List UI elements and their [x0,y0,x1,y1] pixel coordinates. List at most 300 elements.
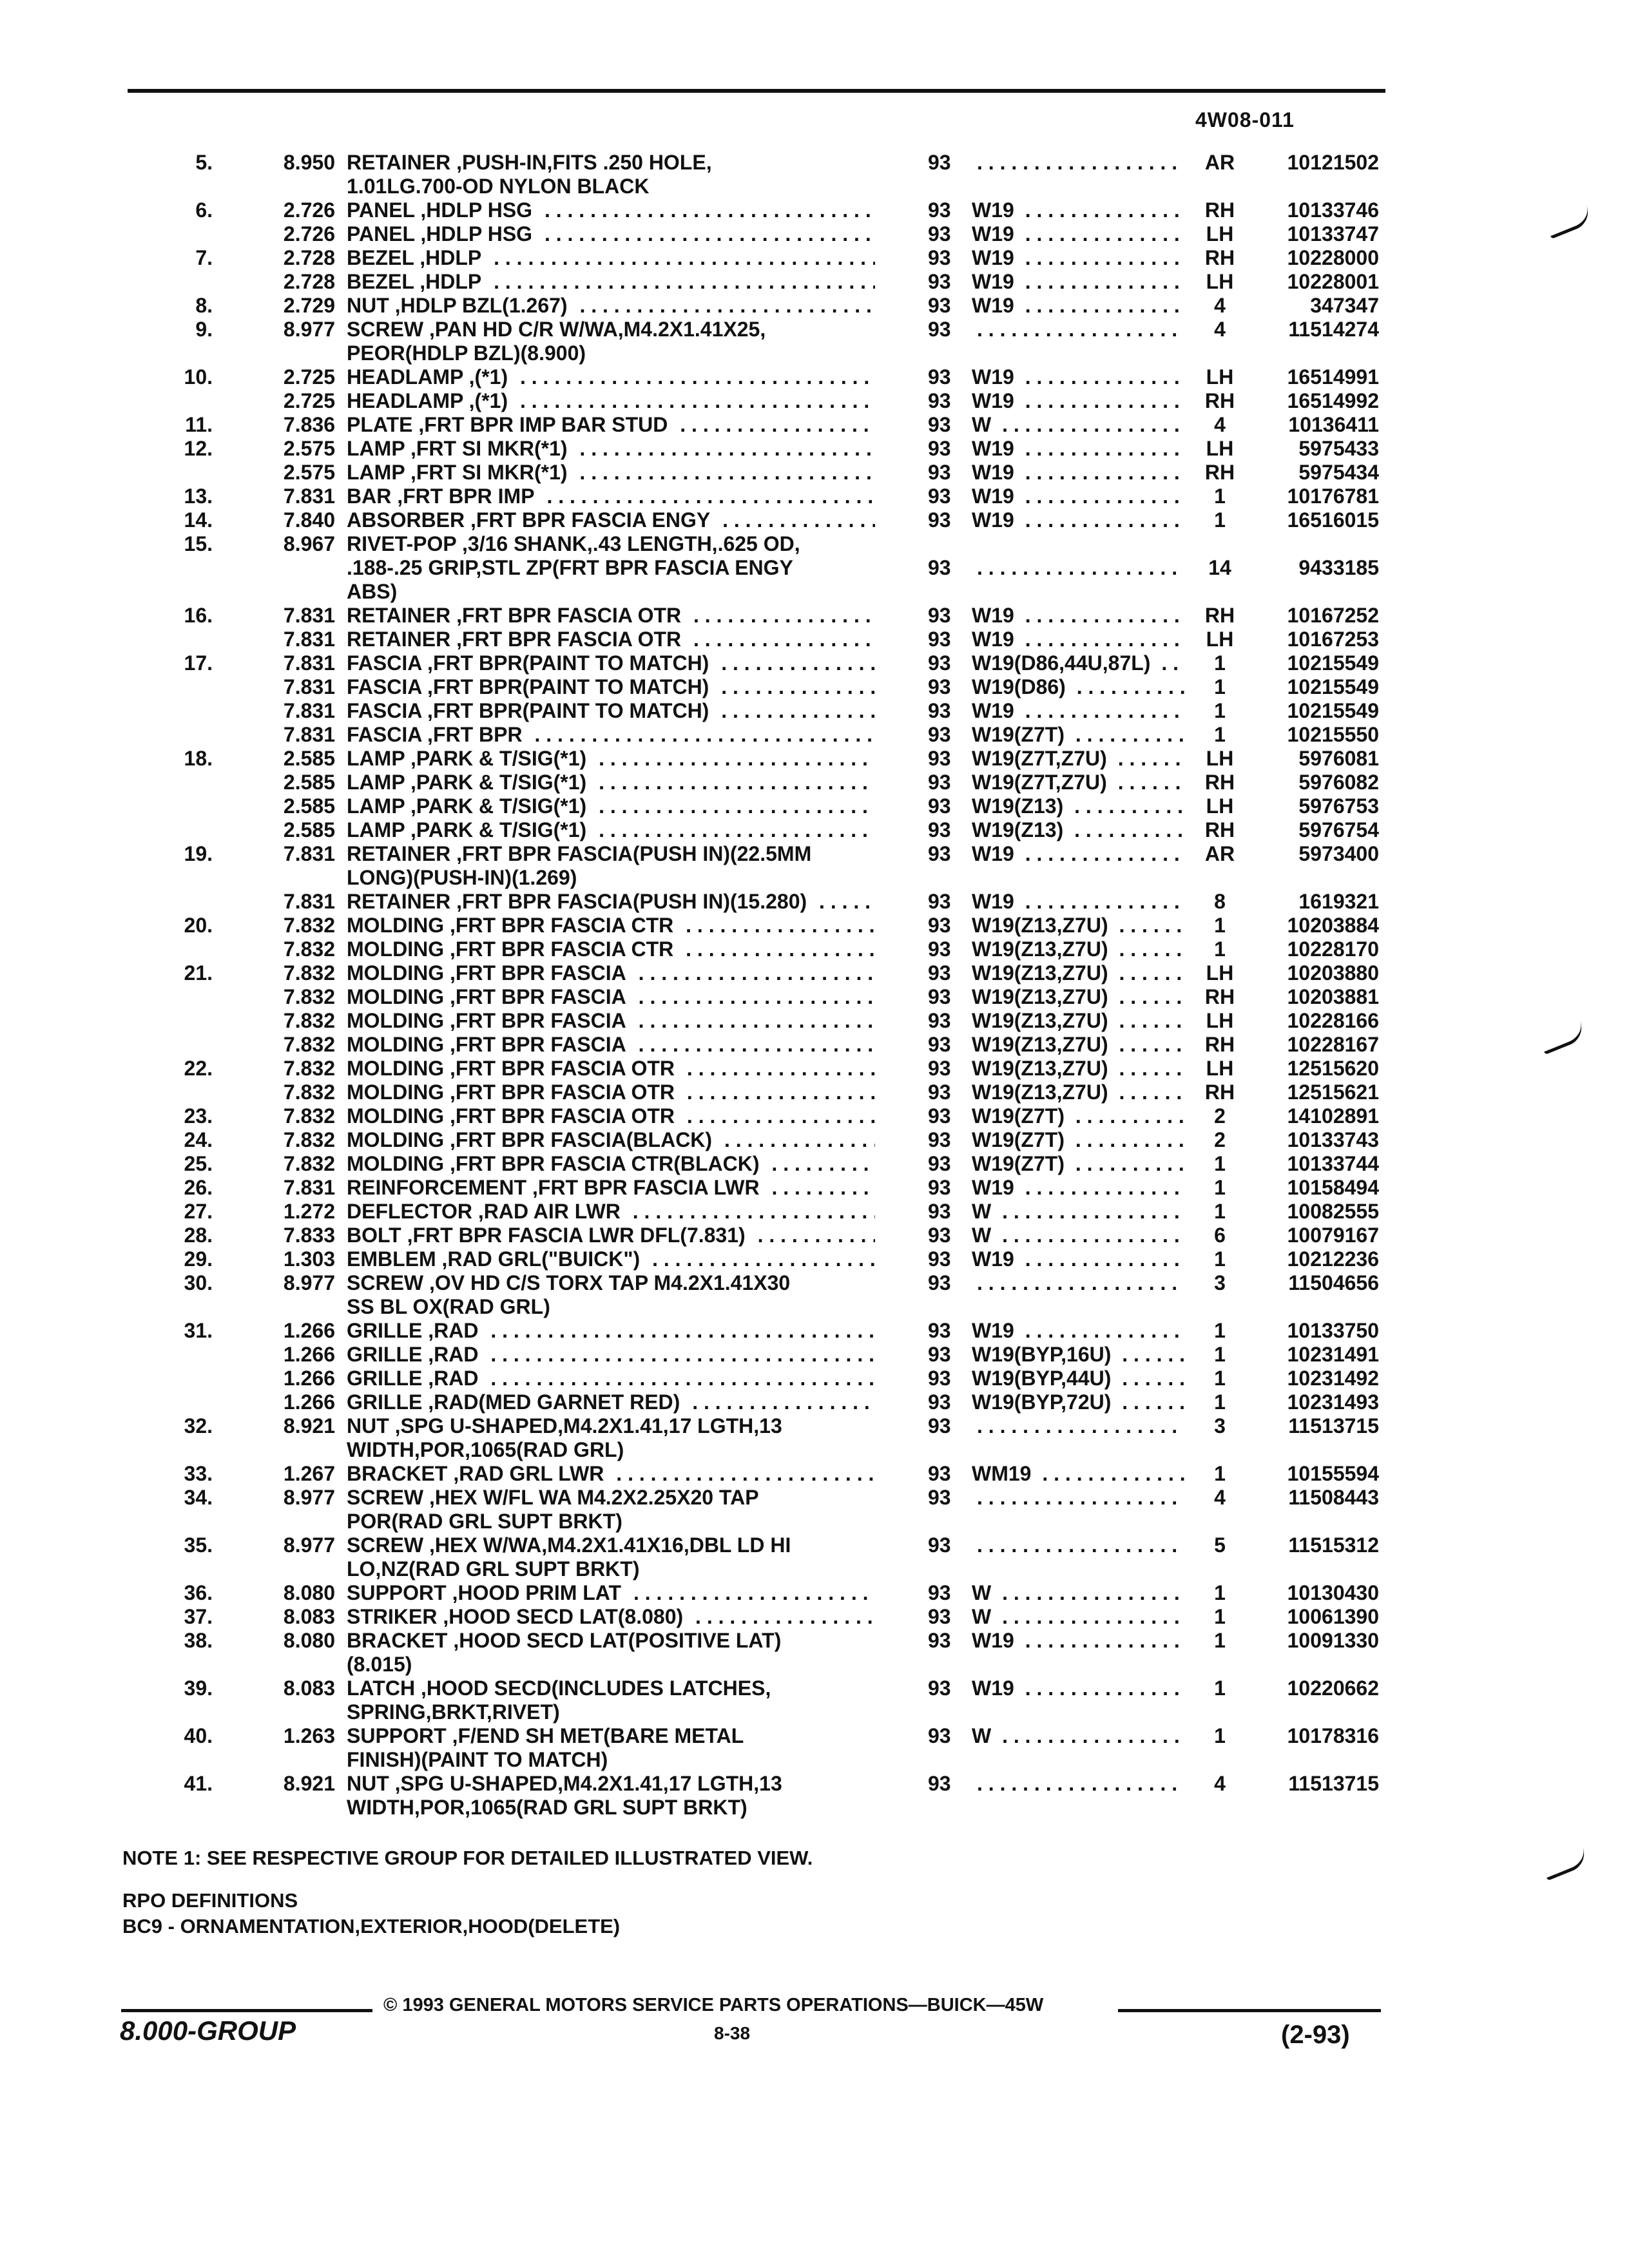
description-text: LONG)(PUSH-IN)(1.269) [347,866,583,889]
description-line [347,1247,875,1271]
model-year: 93 [928,961,951,985]
quantity: LH [1206,1057,1234,1080]
group-number: 8.921 [283,1772,335,1795]
footer-rule-right [1118,2009,1381,2012]
table-row [0,1581,1629,1605]
group-number: 7.831 [283,1176,335,1199]
description [347,246,875,270]
description [347,318,875,365]
description [347,1104,875,1128]
quantity: 4 [1214,1772,1226,1795]
rpo-code [972,723,1184,747]
group-number: 8.921 [283,1414,335,1437]
description-text: WIDTH,POR,1065(RAD GRL SUPT BRKT) [347,1796,754,1819]
table-row [0,508,1629,532]
description-text: GRILLE ,RAD(MED GARNET RED) [347,1390,686,1414]
rpo-code [972,1200,1184,1224]
table-row [0,1390,1629,1414]
rpo-text [972,1486,977,1509]
leader-dots [766,1152,875,1175]
part-number: 5976754 [1298,818,1379,841]
description [347,890,875,914]
quantity: 1 [1214,1462,1226,1485]
item-number: 24. [184,1128,213,1151]
part-number: 10203884 [1287,914,1379,937]
part-number: 10231493 [1287,1390,1379,1414]
leader-dots [485,1367,875,1390]
part-number: 10228001 [1287,270,1379,293]
leader-dots [1070,723,1184,746]
description-line [347,1295,875,1319]
description-line [347,1462,875,1486]
item-number: 14. [184,508,213,532]
quantity: LH [1206,270,1234,293]
rpo-text: W [972,1581,996,1604]
model-year: 93 [928,1605,951,1628]
description-text: PEOR(HDLP BZL)(8.900) [347,341,592,365]
description [347,699,875,723]
leader-dots [1113,1081,1184,1104]
description-line [347,270,875,294]
table-row [0,1057,1629,1081]
description-line [347,1510,875,1533]
part-number: 5976753 [1298,794,1379,818]
leader-dots [633,1009,875,1032]
model-year: 93 [928,628,951,651]
item-number: 33. [184,1462,213,1485]
table-row [0,1200,1629,1224]
description-line [347,461,875,485]
item-number: 30. [184,1271,213,1294]
quantity: 1 [1214,1367,1226,1390]
rpo-code [972,1128,1184,1152]
description [347,651,875,675]
leader-dots [646,1247,875,1271]
part-number: 16514991 [1287,365,1379,389]
description-line [347,294,875,318]
group-number: 7.832 [283,985,335,1008]
leader-dots [996,1200,1184,1223]
description-line [347,365,875,389]
part-number: 1619321 [1298,890,1379,913]
description [347,365,875,389]
description [347,1486,875,1533]
item-number: 22. [184,1057,213,1080]
rpo-text: W [972,1605,996,1628]
table-row [0,675,1629,699]
quantity: RH [1204,246,1235,269]
description-line [347,1796,875,1820]
quantity: RH [1204,985,1235,1008]
model-year: 93 [928,222,951,245]
group-number: 7.833 [283,1224,335,1247]
table-row [0,747,1629,771]
rpo-code [972,961,1184,985]
leader-dots [1019,246,1184,269]
description [347,842,875,890]
part-number: 10167253 [1287,628,1379,651]
rpo-code [972,628,1184,651]
rpo-text: W19(Z7T,Z7U) [972,771,1112,794]
description [347,1343,875,1367]
item-number: 17. [184,651,213,675]
description [347,1224,875,1247]
group-number: 1.266 [283,1367,335,1390]
catalog-code: 4W08-011 [1195,108,1295,131]
model-year: 93 [928,604,951,627]
description-line [347,1629,875,1653]
part-number: 10203881 [1287,985,1379,1008]
part-number: 10079167 [1287,1224,1379,1247]
rpo-code [972,461,1184,485]
description-line [347,1104,875,1128]
leader-dots [1113,1033,1184,1056]
description [347,1319,875,1343]
model-year: 93 [928,1486,951,1509]
description-line [347,1605,875,1629]
rpo-text: W19(D86) [972,675,1071,698]
group-number: 7.832 [283,937,335,961]
part-number: 10228000 [1287,246,1379,269]
model-year: 93 [928,485,951,508]
description [347,794,875,818]
description-text: LATCH ,HOOD SECD(INCLUDES LATCHES, [347,1677,777,1700]
leader-dots [686,1390,875,1414]
description [347,1677,875,1724]
quantity: 8 [1214,890,1226,913]
rpo-text: W19 [972,461,1019,484]
part-number: 10178316 [1287,1724,1379,1747]
description-text: DEFLECTOR ,RAD AIR LWR [347,1200,627,1223]
leader-dots [977,1414,1184,1437]
description [347,1200,875,1224]
description-line [347,151,875,175]
model-year: 93 [928,1390,951,1414]
table-row [0,723,1629,747]
quantity: 4 [1214,294,1226,317]
description-line [347,1081,875,1104]
description-line [347,580,875,604]
group-number: 8.977 [283,1486,335,1509]
rpo-text: W19 [972,1176,1019,1199]
rpo-definition-item: BC9 - ORNAMENTATION,EXTERIOR,HOOD(DELETE) [122,1915,621,1937]
group-number: 1.266 [283,1319,335,1342]
quantity: 4 [1214,1486,1226,1509]
rpo-code [972,1271,1184,1295]
description-line [347,1200,875,1224]
rpo-definitions-title: RPO DEFINITIONS [122,1889,298,1912]
description-line [347,1486,875,1510]
quantity: AR [1204,151,1235,174]
model-year: 93 [928,914,951,937]
quantity: 1 [1214,1581,1226,1604]
description-text: WIDTH,POR,1065(RAD GRL) [347,1438,630,1461]
description-text: .188-.25 GRIP,STL ZP(FRT BPR FASCIA ENGY [347,556,800,579]
item-number: 27. [184,1200,213,1223]
rpo-code [972,413,1184,437]
quantity: RH [1204,198,1235,222]
leader-dots [715,675,875,698]
table-row [0,1605,1629,1629]
leader-dots [996,1581,1184,1604]
quantity: RH [1204,389,1235,412]
rpo-code [972,794,1184,818]
description [347,485,875,508]
table-row [0,1724,1629,1772]
rpo-text: W19 [972,1629,1019,1652]
model-year: 93 [928,699,951,722]
description-text: LAMP ,FRT SI MKR(*1) [347,437,574,460]
description-line [347,1533,875,1557]
description-text: PANEL ,HDLP HSG [347,222,539,245]
rpo-code [972,270,1184,294]
quantity: 1 [1214,1319,1226,1342]
rpo-code [972,485,1184,508]
rpo-text: W19(Z13) [972,794,1068,818]
description-line [347,1414,875,1438]
description [347,413,875,437]
quantity: LH [1206,437,1234,460]
table-row [0,1152,1629,1176]
leader-dots [1019,437,1184,460]
model-year: 93 [928,1677,951,1700]
group-number: 7.831 [283,485,335,508]
leader-dots [996,1605,1184,1628]
quantity: LH [1206,794,1234,818]
rpo-text: W [972,1724,996,1747]
rpo-text: W19(BYP,72U) [972,1390,1116,1414]
leader-dots [1070,1104,1184,1128]
description [347,1390,875,1414]
part-number: 10136411 [1288,413,1379,436]
rpo-code [972,675,1184,699]
description-line [347,246,875,270]
rpo-text: W19 [972,628,1019,651]
table-row [0,365,1629,389]
description [347,389,875,413]
description-text: BEZEL ,HDLP [347,270,488,293]
note-text: NOTE 1: SEE RESPECTIVE GROUP FOR DETAILED ILLUSTRATED VIEW. [122,1847,813,1869]
description-text: RETAINER ,FRT BPR FASCIA(PUSH IN)(22.5MM [347,842,818,865]
model-year: 93 [928,198,951,222]
leader-dots [715,699,875,722]
part-number: 11513715 [1288,1414,1379,1437]
part-number: 11508443 [1288,1486,1379,1509]
group-number: 7.832 [283,1009,335,1032]
model-year: 93 [928,1462,951,1485]
description [347,508,875,532]
description-text: LAMP ,PARK & T/SIG(*1) [347,771,593,794]
description [347,222,875,246]
description [347,1462,875,1486]
rpo-code [972,1629,1184,1653]
description-text: BAR ,FRT BPR IMP [347,485,541,508]
leader-dots [1019,294,1184,317]
rpo-text: W19 [972,1319,1019,1342]
description [347,914,875,937]
item-number: 18. [184,747,213,770]
rpo-code [972,1367,1184,1390]
description [347,1271,875,1319]
leader-dots [1019,628,1184,651]
model-year: 93 [928,794,951,818]
rpo-code [972,1033,1184,1057]
rpo-code [972,318,1184,341]
description-line [347,532,875,556]
model-year: 93 [928,1414,951,1437]
description-line [347,1343,875,1367]
rpo-text [972,1772,977,1795]
description-line [347,794,875,818]
description-text: LAMP ,FRT SI MKR(*1) [347,461,574,484]
group-number: 2.575 [283,461,335,484]
quantity: 3 [1214,1414,1226,1437]
group-number: 2.585 [283,818,335,841]
description [347,1152,875,1176]
leader-dots [539,222,875,245]
description-line [347,1033,875,1057]
group-number: 7.832 [283,1104,335,1128]
part-number: 10215550 [1287,723,1379,746]
table-row [0,1486,1629,1533]
quantity: LH [1206,222,1234,245]
item-number: 31. [184,1319,213,1342]
table-row [0,1533,1629,1581]
item-number: 7. [195,246,213,269]
quantity: 1 [1214,937,1226,961]
table-row [0,151,1629,198]
quantity: LH [1206,365,1234,389]
description [347,1724,875,1772]
rpo-code [972,1343,1184,1367]
rpo-text: W19 [972,198,1019,222]
model-year: 93 [928,937,951,961]
model-year: 93 [928,556,951,579]
model-year: 93 [928,1724,951,1747]
description-text: MOLDING ,FRT BPR FASCIA CTR [347,914,680,937]
item-number: 19. [184,842,213,865]
group-number: 8.977 [283,1271,335,1294]
rpo-text: W19 [972,508,1019,532]
table-row [0,985,1629,1009]
item-number: 11. [185,413,213,436]
rpo-text: W [972,413,996,436]
table-row [0,389,1629,413]
description-line [347,1176,875,1200]
table-row [0,413,1629,437]
description-text: GRILLE ,RAD [347,1367,485,1390]
model-year: 93 [928,294,951,317]
leader-dots [1112,771,1184,794]
description-line [347,1009,875,1033]
item-number: 13. [184,485,213,508]
model-year: 93 [928,389,951,412]
description-text: RETAINER ,FRT BPR FASCIA(PUSH IN)(15.280) [347,890,813,913]
description-line [347,318,875,341]
quantity: 1 [1214,1605,1226,1628]
description-line [347,1390,875,1414]
quantity: 4 [1214,413,1226,436]
group-number: 2.585 [283,794,335,818]
group-number: 2.726 [283,198,335,222]
rpo-code [972,1605,1184,1629]
item-number: 37. [184,1605,213,1628]
leader-dots [1113,914,1184,937]
rpo-text: W19(Z13,Z7U) [972,1033,1113,1056]
table-row [0,1677,1629,1724]
leader-dots [633,961,875,985]
leader-dots [1019,604,1184,627]
description [347,818,875,842]
item-number: 20. [184,914,213,937]
part-number: 10091330 [1287,1629,1379,1652]
rpo-text [972,1533,977,1557]
rpo-text: W19 [972,485,1019,508]
description-text: SCREW ,PAN HD C/R W/WA,M4.2X1.41X25, [347,318,772,341]
rpo-code [972,1247,1184,1271]
rpo-code [972,1057,1184,1081]
leader-dots [1019,699,1184,722]
table-row [0,1414,1629,1462]
rpo-code [972,222,1184,246]
description-text: REINFORCEMENT ,FRT BPR FASCIA LWR [347,1176,766,1199]
description [347,1009,875,1033]
description-line [347,985,875,1009]
part-number: 11515312 [1288,1533,1379,1557]
table-row [0,1128,1629,1152]
table-row [0,628,1629,651]
leader-dots [680,937,875,961]
table-row [0,246,1629,270]
item-number: 16. [184,604,213,627]
group-number: 7.831 [283,675,335,698]
part-number: 10133743 [1287,1128,1379,1151]
rpo-code [972,437,1184,461]
part-number: 10220662 [1287,1677,1379,1700]
model-year: 93 [928,437,951,460]
description [347,1176,875,1200]
part-number: 10203880 [1287,961,1379,985]
part-number: 10130430 [1287,1581,1379,1604]
description-text: BRACKET ,RAD GRL LWR [347,1462,610,1485]
quantity: LH [1206,1009,1234,1032]
rpo-text: W [972,1200,996,1223]
description-text: (8.015) [347,1653,418,1676]
description-line [347,1438,875,1462]
model-year: 93 [928,1772,951,1795]
part-number: 10133747 [1287,222,1379,245]
part-number: 10133746 [1287,198,1379,222]
rpo-text [972,556,977,579]
model-year: 93 [928,1224,951,1247]
part-number: 11513715 [1288,1772,1379,1795]
description-line [347,914,875,937]
description-text: MOLDING ,FRT BPR FASCIA [347,961,633,985]
table-row [0,485,1629,508]
rpo-code [972,1224,1184,1247]
leader-dots [633,1033,875,1056]
leader-dots [1113,1009,1184,1032]
leader-dots [593,771,875,794]
table-row [0,842,1629,890]
description-text: FINISH)(PAINT TO MATCH) [347,1748,614,1771]
model-year: 93 [928,1081,951,1104]
quantity: RH [1204,771,1235,794]
item-number: 40. [184,1724,213,1747]
rpo-code [972,1104,1184,1128]
model-year: 93 [928,1057,951,1080]
leader-dots [1019,461,1184,484]
